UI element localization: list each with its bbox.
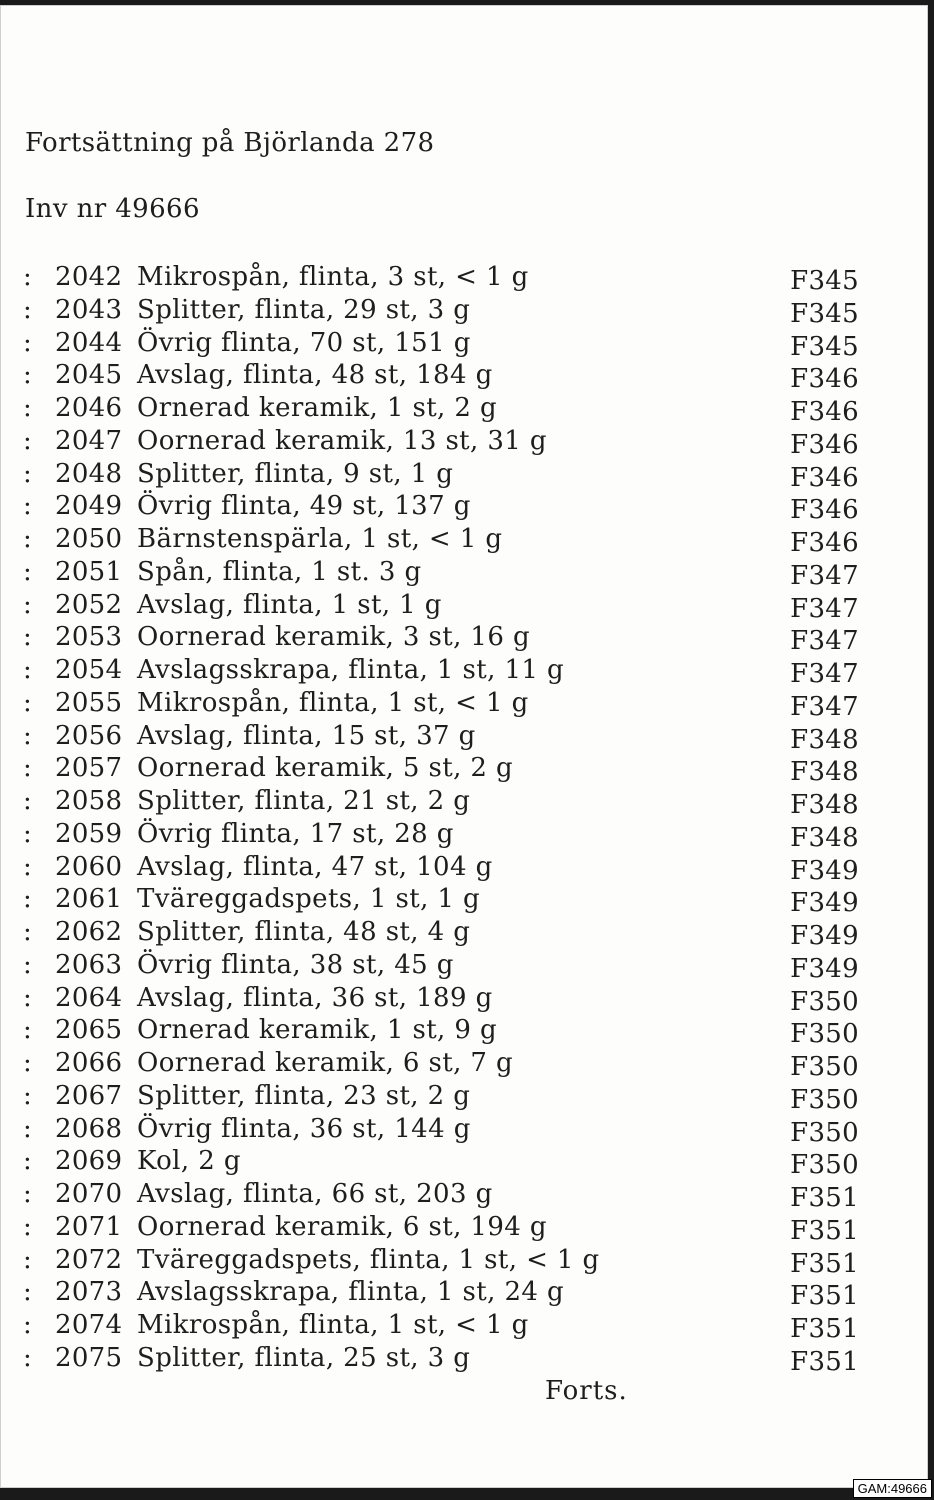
entry-code: F347 [790, 659, 859, 689]
entry-number: 2062 [55, 917, 123, 947]
entry-number: 2055 [55, 687, 123, 718]
entry-description: Avslag, flinta, 36 st, 189 g [137, 982, 493, 1013]
entry-colon: : [23, 458, 32, 489]
entry-number: 2061 [55, 884, 123, 915]
entry-code: F346 [790, 364, 859, 395]
entry-code: F345 [790, 266, 859, 296]
catalog-card [0, 5, 928, 1488]
entry-colon: : [23, 753, 32, 784]
entry-description: Splitter, flinta, 23 st, 2 g [137, 1080, 471, 1111]
entry-number: 2069 [55, 1146, 123, 1177]
list-item [23, 686, 873, 722]
entry-description: Mikrospån, flinta, 3 st, < 1 g [137, 262, 529, 292]
entry-code: F350 [790, 1117, 859, 1148]
entry-description: Övrig flinta, 17 st, 28 g [137, 818, 454, 849]
entry-description: Avslag, flinta, 66 st, 203 g [137, 1179, 493, 1209]
entry-code: F346 [790, 495, 859, 526]
list-item [23, 522, 873, 558]
entry-code: F350 [790, 1052, 859, 1082]
list-item [23, 1112, 873, 1148]
entry-number: 2058 [55, 786, 123, 816]
entry-description: Mikrospån, flinta, 1 st, < 1 g [137, 1310, 529, 1340]
entry-colon: : [23, 1342, 32, 1373]
list-item [23, 981, 873, 1017]
entry-colon: : [23, 1015, 32, 1046]
entry-description: Splitter, flinta, 48 st, 4 g [137, 917, 471, 947]
entry-code: F348 [790, 724, 859, 755]
entry-colon: : [23, 556, 32, 587]
entry-number: 2042 [55, 262, 123, 292]
entry-number: 2068 [55, 1113, 123, 1144]
entry-description: Övrig flinta, 36 st, 144 g [137, 1113, 471, 1144]
entry-code: F348 [790, 822, 859, 853]
entry-number: 2070 [55, 1179, 123, 1209]
entry-number: 2073 [55, 1277, 123, 1308]
entry-number: 2051 [55, 556, 123, 587]
entry-number: 2075 [55, 1342, 123, 1373]
list-item [23, 1177, 873, 1213]
entry-description: Avslag, flinta, 15 st, 37 g [137, 720, 476, 751]
entry-description: Ornerad keramik, 1 st, 2 g [137, 393, 498, 423]
entry-code: F351 [790, 1248, 859, 1279]
entry-description: Avslag, flinta, 1 st, 1 g [137, 589, 442, 620]
entry-description: Spån, flinta, 1 st. 3 g [137, 556, 422, 587]
entry-colon: : [23, 720, 32, 751]
entry-description: Oornerad keramik, 6 st, 194 g [137, 1211, 547, 1242]
list-item [23, 1046, 873, 1082]
entry-number: 2063 [55, 949, 123, 980]
entry-code: F346 [790, 397, 859, 427]
entry-code: F348 [790, 790, 859, 820]
list-item [23, 489, 873, 526]
entry-colon: : [23, 360, 32, 391]
entry-code: F350 [790, 1084, 859, 1115]
entry-code: F345 [790, 298, 859, 329]
list-item [23, 391, 873, 427]
entry-colon: : [23, 1113, 32, 1144]
entry-code: F345 [790, 331, 859, 362]
entry-number: 2065 [55, 1015, 123, 1046]
entry-number: 2043 [55, 294, 123, 325]
entry-description: Splitter, flinta, 25 st, 3 g [137, 1342, 471, 1373]
entry-description: Avslag, flinta, 48 st, 184 g [137, 360, 493, 391]
entry-description: Oornerad keramik, 5 st, 2 g [137, 753, 514, 784]
entry-description: Bärnstenspärla, 1 st, < 1 g [137, 524, 503, 554]
entry-number: 2052 [55, 589, 123, 620]
entry-number: 2056 [55, 720, 123, 751]
entry-colon: : [23, 1080, 32, 1111]
entry-colon: : [23, 884, 32, 915]
list-item [23, 1308, 873, 1344]
list-item [23, 1243, 873, 1279]
list-item [23, 457, 873, 493]
entry-number: 2060 [55, 851, 123, 882]
entry-description: Övrig flinta, 70 st, 151 g [137, 327, 471, 358]
archive-stamp: GAM:49666 [853, 1479, 932, 1498]
list-item [23, 1210, 873, 1246]
entry-colon: : [23, 393, 32, 423]
entry-colon: : [23, 327, 32, 358]
entry-number: 2044 [55, 327, 123, 358]
entry-code: F351 [790, 1183, 859, 1213]
entry-number: 2066 [55, 1048, 123, 1078]
entry-description: Mikrospån, flinta, 1 st, < 1 g [137, 687, 529, 718]
list-item [23, 784, 873, 820]
entry-code: F347 [790, 626, 859, 657]
entry-code: F349 [790, 888, 859, 919]
list-item [23, 948, 873, 984]
entry-description: Avslagsskrapa, flinta, 1 st, 24 g [137, 1277, 565, 1308]
page-title: Fortsättning på Björlanda 278 [25, 128, 435, 158]
entry-list [23, 260, 873, 1377]
entry-colon: : [23, 262, 32, 292]
entry-code: F348 [790, 757, 859, 788]
list-item [23, 1144, 873, 1181]
list-item [23, 293, 873, 329]
entry-description: Tväreggadspets, flinta, 1 st, < 1 g [137, 1244, 600, 1275]
entry-colon: : [23, 622, 32, 653]
entry-code: F346 [790, 429, 859, 460]
entry-number: 2050 [55, 524, 123, 554]
list-item [23, 1341, 873, 1377]
entry-description: Splitter, flinta, 29 st, 3 g [137, 294, 471, 325]
entry-description: Övrig flinta, 49 st, 137 g [137, 491, 471, 522]
entry-colon: : [23, 687, 32, 718]
entry-number: 2045 [55, 360, 123, 391]
entry-colon: : [23, 1244, 32, 1275]
list-item [23, 817, 873, 853]
entry-colon: : [23, 294, 32, 325]
entry-code: F347 [790, 691, 859, 722]
entry-number: 2064 [55, 982, 123, 1013]
entry-description: Avslagsskrapa, flinta, 1 st, 11 g [137, 655, 565, 685]
list-item [23, 424, 873, 460]
entry-description: Avslag, flinta, 47 st, 104 g [137, 851, 493, 882]
list-item [23, 588, 873, 624]
entry-number: 2059 [55, 818, 123, 849]
list-item [23, 882, 873, 919]
entry-code: F351 [790, 1346, 859, 1377]
entry-colon: : [23, 917, 32, 947]
entry-code: F346 [790, 528, 859, 558]
entry-number: 2049 [55, 491, 123, 522]
list-item [23, 850, 873, 886]
entry-colon: : [23, 851, 32, 882]
list-item [23, 358, 873, 395]
entry-number: 2071 [55, 1211, 123, 1242]
entry-colon: : [23, 786, 32, 816]
continued-label: Forts. [545, 1376, 628, 1406]
list-item [23, 260, 873, 296]
entry-description: Tväreggadspets, 1 st, 1 g [137, 884, 481, 915]
entry-description: Ornerad keramik, 1 st, 9 g [137, 1015, 498, 1046]
entry-description: Splitter, flinta, 21 st, 2 g [137, 786, 471, 816]
entry-code: F350 [790, 1150, 859, 1181]
entry-code: F349 [790, 855, 859, 886]
entry-colon: : [23, 1211, 32, 1242]
entry-colon: : [23, 524, 32, 554]
entry-code: F346 [790, 462, 859, 493]
list-item [23, 620, 873, 657]
entry-number: 2074 [55, 1310, 123, 1340]
entry-code: F350 [790, 986, 859, 1017]
entry-description: Oornerad keramik, 6 st, 7 g [137, 1048, 514, 1078]
entry-colon: : [23, 425, 32, 456]
entry-description: Oornerad keramik, 13 st, 31 g [137, 425, 547, 456]
list-item [23, 326, 873, 362]
list-item [23, 1013, 873, 1050]
entry-colon: : [23, 589, 32, 620]
entry-colon: : [23, 1310, 32, 1340]
entry-number: 2053 [55, 622, 123, 653]
entry-code: F350 [790, 1019, 859, 1050]
list-item [23, 1275, 873, 1312]
entry-code: F347 [790, 560, 859, 591]
entry-code: F349 [790, 921, 859, 951]
list-item [23, 555, 873, 591]
entry-code: F351 [790, 1314, 859, 1344]
list-item [23, 751, 873, 788]
entry-description: Kol, 2 g [137, 1146, 241, 1177]
entry-description: Oornerad keramik, 3 st, 16 g [137, 622, 531, 653]
list-item [23, 1079, 873, 1115]
entry-code: F351 [790, 1215, 859, 1246]
entry-number: 2057 [55, 753, 123, 784]
entry-number: 2046 [55, 393, 123, 423]
entry-colon: : [23, 818, 32, 849]
inventory-number: Inv nr 49666 [25, 194, 200, 224]
entry-colon: : [23, 655, 32, 685]
entry-colon: : [23, 491, 32, 522]
entry-colon: : [23, 1048, 32, 1078]
list-item [23, 719, 873, 755]
entry-colon: : [23, 1179, 32, 1209]
entry-number: 2054 [55, 655, 123, 685]
entry-number: 2067 [55, 1080, 123, 1111]
list-item [23, 915, 873, 951]
entry-description: Splitter, flinta, 9 st, 1 g [137, 458, 454, 489]
entry-number: 2048 [55, 458, 123, 489]
entry-colon: : [23, 949, 32, 980]
entry-code: F351 [790, 1281, 859, 1312]
entry-number: 2072 [55, 1244, 123, 1275]
list-item [23, 653, 873, 689]
entry-colon: : [23, 1277, 32, 1308]
entry-colon: : [23, 982, 32, 1013]
entry-number: 2047 [55, 425, 123, 456]
entry-description: Övrig flinta, 38 st, 45 g [137, 949, 454, 980]
entry-code: F347 [790, 593, 859, 624]
entry-code: F349 [790, 953, 859, 984]
entry-colon: : [23, 1146, 32, 1177]
